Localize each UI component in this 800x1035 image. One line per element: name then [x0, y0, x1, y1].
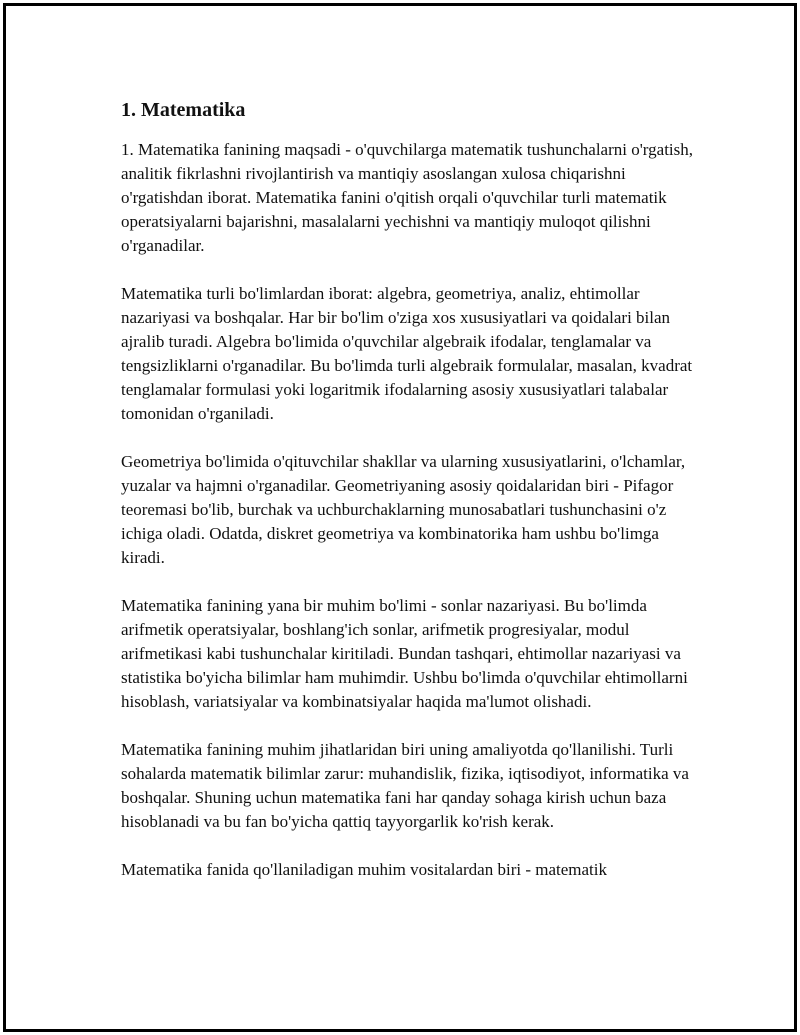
paragraph-2: Matematika turli bo'limlardan iborat: algebra, geometriya, analiz, ehtimollar nazariyasi va boshqalar. Har bir bo'lim o'ziga xos xususiyatlari va qoidalari bilan ajralib turadi. Algebra bo'limida o'quvchilar algebraik ifodalar, tenglamalar va tengsizliklarni o'rganadilar. Bu bo'limda turli algebraik formulalar, masalan, kvadrat tenglamalar formulasi yoki logaritmik ifodalarning asosiy xususiyatlari talabalar tomonidan o'rganiladi.	[121, 284, 693, 423]
paragraph-4: Matematika fanining yana bir muhim bo'limi - sonlar nazariyasi. Bu bo'limda arifmetik operatsiyalar, boshlang'ich sonlar, arifmetik progresiyalar, modul arifmetikasi kabi tushunchalar kiritiladi. Bundan tashqari, ehtimollar nazariyasi va statistika bo'yicha bilimlar ham muhimdir. Ushbu bo'limda o'quvchilar ehtimollarni hisoblash, variatsiyalar va kombinatsiyalar haqida ma'lumot olishadi.	[121, 596, 688, 711]
paragraph-1: 1. Matematika fanining maqsadi - o'quvchilarga matematik tushunchalarni o'rgatish, analitik fikrlashni rivojlantirish va mantiqiy asoslangan xulosa chiqarishni o'rgatishdan iborat. Matematika fanini o'qitish orqali o'quvchilar turli matematik operatsiyalarni bajarishni, masalalarni yechishni va mantiqiy muloqot qilishni o'rganadilar.	[121, 140, 694, 255]
document-title: 1. Matematika	[121, 99, 246, 121]
paragraph-5: Matematika fanining muhim jihatlaridan biri uning amaliyotda qo'llanilishi. Turli sohalarda matematik bilimlar zarur: muhandislik, fizika, iqtisodiyot, informatika va boshqalar. Shuning uchun matematika fani har qanday sohaga kirish uchun baza hisoblanadi va bu fan bo'yicha qattiq tayyorgarlik ko'rish kerak.	[121, 740, 689, 831]
paragraph-3: Geometriya bo'limida o'qituvchilar shakllar va ularning xususiyatlarini, o'lchamlar, yuzalar va hajmni o'rganadilar. Geometriyaning asosiy qoidalaridan biri - Pifagor teoremasi bo'lib, burchak va uchburchaklarning munosabatlari tushunchasini o'z ichiga oladi. Odatda, diskret geometriya va kombinatorika ham ushbu bo'limga kiradi.	[121, 452, 686, 567]
page-frame	[3, 3, 797, 1032]
document-body	[121, 96, 701, 906]
paragraph-6: Matematika fanida qo'llaniladigan muhim vositalardan biri - matematik	[121, 860, 608, 879]
